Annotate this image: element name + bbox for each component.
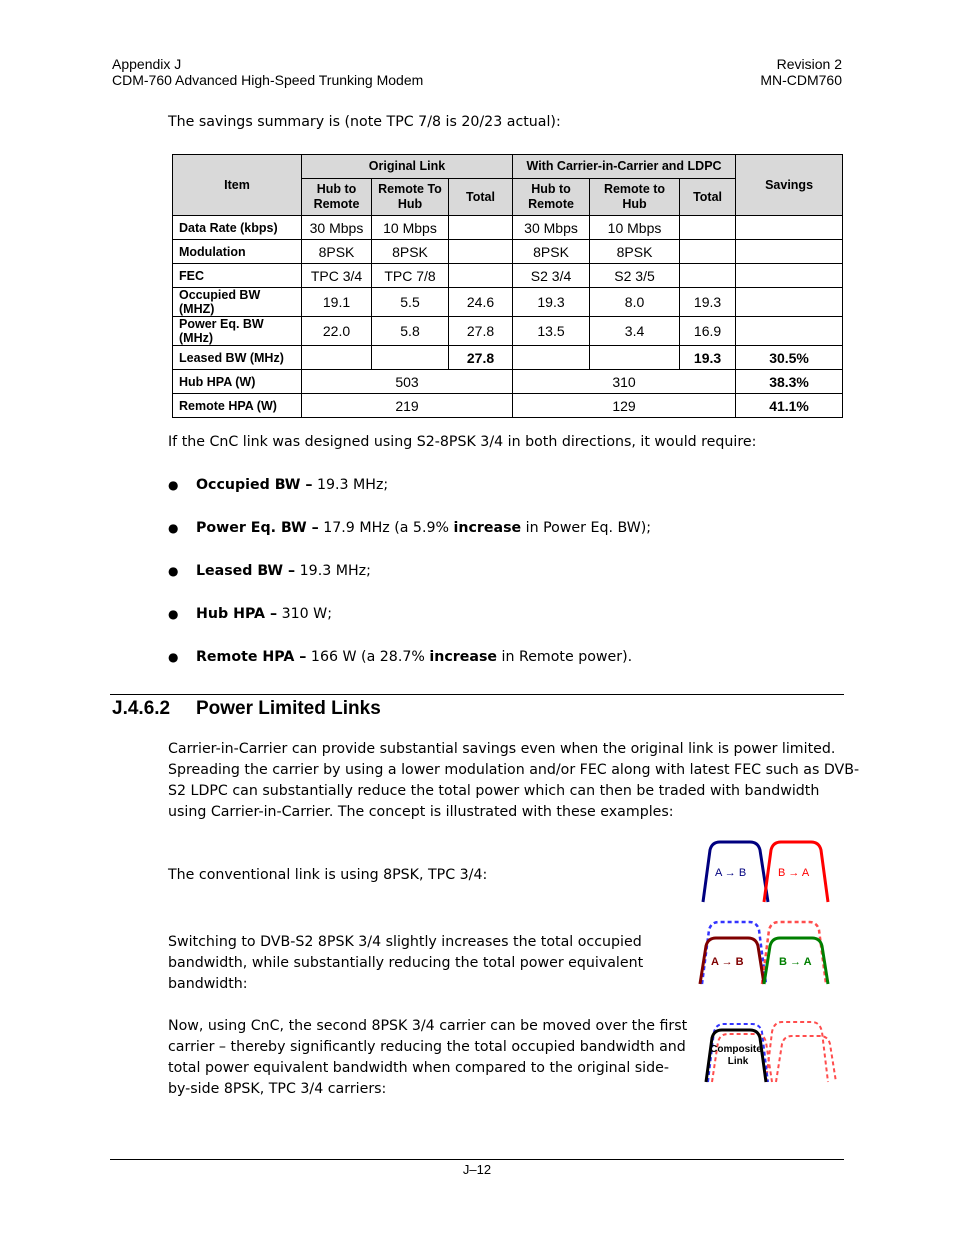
carrier-label: A → B (715, 867, 747, 879)
section-divider (110, 694, 844, 695)
cnc-intro: If the CnC link was designed using S2-8PSK 3/4 in both directions, it would require: (168, 434, 757, 450)
table-row (173, 394, 843, 418)
col-group-cnc: With Carrier-in-Carrier and LDPC (513, 155, 736, 179)
composite-label: Link (727, 1056, 749, 1067)
table-cell: 310 (513, 370, 736, 394)
bullet-term: Leased BW – (196, 563, 296, 579)
table-cell (736, 216, 843, 240)
col-header-hub-to-remote-cnc: Hub to Remote (513, 179, 590, 216)
col-group-original: Original Link (302, 155, 513, 179)
table-cell: 10 Mbps (590, 216, 680, 240)
table-cell: TPC 3/4 (302, 264, 372, 288)
page-number: J–12 (462, 1162, 492, 1177)
row-label: Occupied BW (MHZ) (173, 288, 302, 317)
paragraph-line: bandwidth, while substantially reducing the total power equivalent (168, 955, 644, 971)
table-row (173, 264, 843, 288)
paragraph-line: by-side 8PSK, TPC 3/4 carriers: (168, 1081, 387, 1097)
header-doc-number: MN-CDM760 (760, 72, 842, 88)
bullet-text: in Remote power). (497, 649, 633, 665)
table-cell: 13.5 (513, 317, 590, 346)
savings-table (172, 154, 843, 418)
footer-divider (110, 1159, 844, 1160)
bullet-icon: ● (168, 650, 179, 664)
table-cell: 5.8 (372, 317, 449, 346)
table-cell: 219 (302, 394, 513, 418)
col-header-hub-to-remote: Hub to Remote (302, 179, 372, 216)
table-row (173, 370, 843, 394)
row-label: FEC (173, 264, 302, 288)
table-cell (513, 346, 590, 370)
conventional-carriers-figure (698, 838, 838, 906)
table-row (173, 240, 843, 264)
table-cell (590, 346, 680, 370)
table-cell: 30 Mbps (513, 216, 590, 240)
bullet-text: 19.3 MHz; (295, 563, 371, 579)
section-heading (112, 698, 381, 720)
table-cell: 8PSK (513, 240, 590, 264)
table-cell: 27.8 (449, 346, 513, 370)
col-header-remote-to-hub: Remote To Hub (372, 179, 449, 216)
table-cell: 16.9 (680, 317, 736, 346)
table-cell: TPC 7/8 (372, 264, 449, 288)
bullet-icon: ● (168, 478, 179, 492)
paragraph-line: Switching to DVB-S2 8PSK 3/4 slightly increases the total occupied (168, 934, 642, 950)
table-cell (736, 264, 843, 288)
header-doc-title: CDM-760 Advanced High-Speed Trunking Modem (112, 72, 424, 88)
table-row (173, 346, 843, 370)
table-cell (449, 240, 513, 264)
table-cell: 8PSK (372, 240, 449, 264)
table-cell: 8.0 (590, 288, 680, 317)
bullet-text: in Power Eq. BW); (521, 520, 652, 536)
table-cell (680, 240, 736, 264)
table-cell (680, 264, 736, 288)
row-label: Hub HPA (W) (173, 370, 302, 394)
table-cell: 3.4 (590, 317, 680, 346)
paragraph-line: Spreading the carrier by using a lower modulation and/or FEC along with latest FEC such as DVB- (168, 762, 860, 778)
row-label: Modulation (173, 240, 302, 264)
header-revision: Revision 2 (776, 56, 842, 72)
paragraph-line: using Carrier-in-Carrier. The concept is illustrated with these examples: (168, 804, 674, 820)
table-cell: 19.3 (680, 346, 736, 370)
example-cnc (168, 1016, 687, 1100)
table-cell: 8PSK (590, 240, 680, 264)
original-carrier-outline (766, 1022, 828, 1082)
table-row (173, 288, 843, 317)
table-cell: 5.5 (372, 288, 449, 317)
example-conventional (168, 865, 487, 886)
paragraph-line: total power equivalent bandwidth when compared to the original side- (168, 1060, 669, 1076)
bullet-emphasis: increase (453, 520, 522, 536)
col-header-total: Total (449, 179, 513, 216)
paragraph-line: Carrier-in-Carrier can provide substantial savings even when the original link is power limited. (168, 741, 836, 757)
section-title: Power Limited Links (196, 698, 381, 719)
bullet-text: 17.9 MHz (a 5.9% (318, 520, 454, 536)
page-header-right (760, 56, 842, 88)
table-cell: S2 3/5 (590, 264, 680, 288)
carrier-label: B → A (779, 956, 812, 968)
table-cell: 503 (302, 370, 513, 394)
paragraph-line: carrier – thereby significantly reducing the total occupied bandwidth and (168, 1039, 686, 1055)
bullet-text: 166 W (a 28.7% (306, 649, 430, 665)
savings-intro: The savings summary is (note TPC 7/8 is 20/23 actual): (168, 114, 561, 130)
header-appendix: Appendix J (112, 56, 182, 72)
table-cell (372, 346, 449, 370)
col-header-item: Item (173, 155, 302, 216)
bullet-text: 19.3 MHz; (312, 477, 389, 493)
row-label: Data Rate (kbps) (173, 216, 302, 240)
table-cell: 19.3 (513, 288, 590, 317)
table-cell: 8PSK (302, 240, 372, 264)
table-cell (449, 216, 513, 240)
table-cell: 24.6 (449, 288, 513, 317)
table-cell (680, 216, 736, 240)
table-cell: 41.1% (736, 394, 843, 418)
example-dvbs2 (168, 932, 643, 995)
row-label: Remote HPA (W) (173, 394, 302, 418)
bullet-term: Power Eq. BW – (196, 520, 319, 536)
col-header-remote-to-hub-cnc: Remote to Hub (590, 179, 680, 216)
table-cell (736, 240, 843, 264)
original-carrier-outline (702, 922, 766, 984)
bullet-term: Hub HPA – (196, 606, 278, 622)
paragraph-line: bandwidth: (168, 976, 248, 992)
col-header-total-cnc: Total (680, 179, 736, 216)
cnc-composite-figure (700, 1016, 842, 1088)
bullet-emphasis: increase (429, 649, 498, 665)
table-row (173, 216, 843, 240)
bullet-term: Occupied BW – (196, 477, 313, 493)
row-label: Leased BW (MHz) (173, 346, 302, 370)
bullet-icon: ● (168, 521, 179, 535)
bullet-icon: ● (168, 607, 179, 621)
bullet-icon: ● (168, 564, 179, 578)
table-cell: 19.3 (680, 288, 736, 317)
table-cell (736, 288, 843, 317)
bullet-text: 310 W; (277, 606, 332, 622)
table-cell: 38.3% (736, 370, 843, 394)
carrier-label: B → A (778, 867, 810, 879)
table-cell: 27.8 (449, 317, 513, 346)
table-cell: 19.1 (302, 288, 372, 317)
composite-label: Composite (710, 1044, 762, 1055)
table-cell (736, 317, 843, 346)
original-carrier-outline (762, 922, 826, 984)
col-header-savings: Savings (736, 155, 843, 216)
table-cell (302, 346, 372, 370)
paragraph-line: S2 LDPC can substantially reduce the total power which can then be traded with bandwidth (168, 783, 820, 799)
table-cell: S2 3/4 (513, 264, 590, 288)
table-cell: 22.0 (302, 317, 372, 346)
section-paragraph (168, 739, 859, 823)
row-label: Power Eq. BW (MHz) (173, 317, 302, 346)
dvbs2-carriers-figure (694, 916, 838, 988)
section-number: J.4.6.2 (112, 698, 171, 719)
table-cell: 129 (513, 394, 736, 418)
carrier-label: A → B (711, 956, 744, 968)
table-cell: 30 Mbps (302, 216, 372, 240)
table-cell: 10 Mbps (372, 216, 449, 240)
table-cell (449, 264, 513, 288)
table-cell: 30.5% (736, 346, 843, 370)
bullet-term: Remote HPA – (196, 649, 307, 665)
table-row (173, 317, 843, 346)
paragraph-line: Now, using CnC, the second 8PSK 3/4 carrier can be moved over the first (168, 1018, 688, 1034)
page-header-left (112, 56, 423, 88)
paragraph-line: The conventional link is using 8PSK, TPC 3/4: (168, 867, 488, 883)
